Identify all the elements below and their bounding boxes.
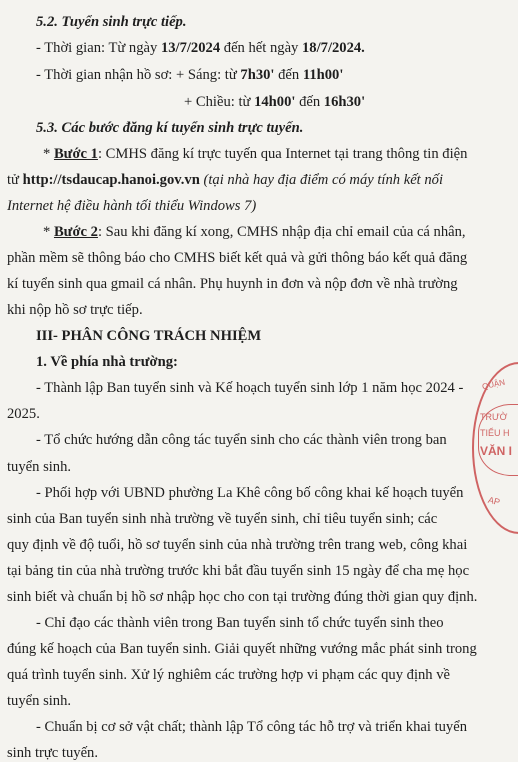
para3-line2: sinh của Ban tuyển sinh nhà trường về tuyển sinh, chỉ tiêu tuyển sinh; các [7,511,438,527]
subsection-1-title: 1. Về phía nhà trường: [36,354,178,370]
section-5-3-title: 5.3. Các bước đăng kí tuyển sinh trực tuyến. [36,120,304,136]
para1-line2: 2025. [7,406,40,422]
date-start: 13/7/2024 [160,40,221,56]
text: đến hết ngày [220,40,302,56]
time: 7h30' [240,67,275,83]
time: 16h30' [323,94,366,110]
date-end: 18/7/2024. [302,40,365,56]
text: + Chiều: từ [184,94,255,110]
para4-line4: tuyển sinh. [7,693,72,709]
stamp-text: TRƯỜ [480,412,508,422]
para3-line5: sinh biết và chuẩn bị hồ sơ nhập học cho con tại trường đúng thời gian quy định. [7,589,478,605]
time: 14h00' [254,94,296,110]
text: - Thời gian: Từ ngày [36,40,161,56]
stamp-text: QUẬN [481,377,506,392]
para5-line1: - Chuẩn bị cơ sở vật chất; thành lập Tổ công tác hỗ trợ và triển khai tuyển [36,719,467,735]
step1-line3: Internet hệ điều hành tối thiểu Windows 7) [7,198,257,214]
step2-line1 [43,223,466,241]
text: (tại nhà hay địa điểm có máy tính kết nối [199,172,444,188]
step2-line3: kí tuyển sinh qua gmail cá nhân. Phụ huynh in đơn và nộp đơn về nhà trường [7,276,458,292]
section-3-title: III- PHÂN CÔNG TRÁCH NHIỆM [36,328,262,344]
para3-line3: quy định về độ tuổi, hồ sơ tuyển sinh của nhà trường trên trang web, công khai [7,537,468,553]
para2-line2: tuyển sinh. [7,459,72,475]
step-label: Bước 1 [53,146,98,162]
step-label: Bước 2 [53,224,98,240]
text: : Sau khi đăng kí xong, CMHS nhập địa chỉ email của cá nhân, [97,224,466,240]
para5-line2: sinh trực tuyến. [7,745,98,761]
stamp-text: TIỂU H [480,428,510,438]
afternoon-line [184,93,365,111]
receive-time-line [36,66,343,84]
text: đến [295,94,324,110]
time-line [36,39,365,57]
step1-line2 [7,171,443,189]
portal-link[interactable]: http://tsdaucap.hanoi.gov.vn [22,172,200,188]
stamp-text: VĂN I [480,444,513,458]
para3-line4: tại bảng tin của nhà trường trước khi bắt đầu tuyển sinh 15 ngày để cha mẹ học [7,563,470,579]
step1-line1 [43,145,467,163]
text: - Thời gian nhận hồ sơ: + Sáng: từ [36,67,241,83]
para4-line1: - Chỉ đạo các thành viên trong Ban tuyển sinh tổ chức tuyển sinh theo [36,615,444,631]
step2-line2: phần mềm sẽ thông báo cho CMHS biết kết quả và gửi thông báo kết quả đăng [7,250,468,266]
para1-line1: - Thành lập Ban tuyển sinh và Kế hoạch tuyển sinh lớp 1 năm học 2024 - [36,380,464,396]
para2-line1: - Tổ chức hướng dẫn công tác tuyển sinh cho các thành viên trong ban [36,432,447,448]
text: tử [7,172,23,188]
section-5-2-title: 5.2. Tuyển sinh trực tiếp. [36,14,187,30]
time: 11h00' [302,67,344,83]
stamp-text: AP [486,494,502,508]
para4-line3: quá trình tuyển sinh. Xử lý nghiêm các trường hợp vi phạm các quy định về [7,667,451,683]
text: * [43,146,54,162]
school-seal-stamp [472,362,518,534]
text: đến [274,67,303,83]
text: * [43,224,54,240]
step2-line4: khi nộp hồ sơ trực tiếp. [7,302,143,318]
para3-line1: - Phối hợp với UBND phường La Khê công bố công khai kế hoạch tuyển [36,485,464,501]
text: : CMHS đăng kí trực tuyến qua Internet tại trang thông tin điện [97,146,468,162]
para4-line2: đúng kế hoạch của Ban tuyển sinh. Giải quyết những vướng mắc phát sinh trong [7,641,477,657]
